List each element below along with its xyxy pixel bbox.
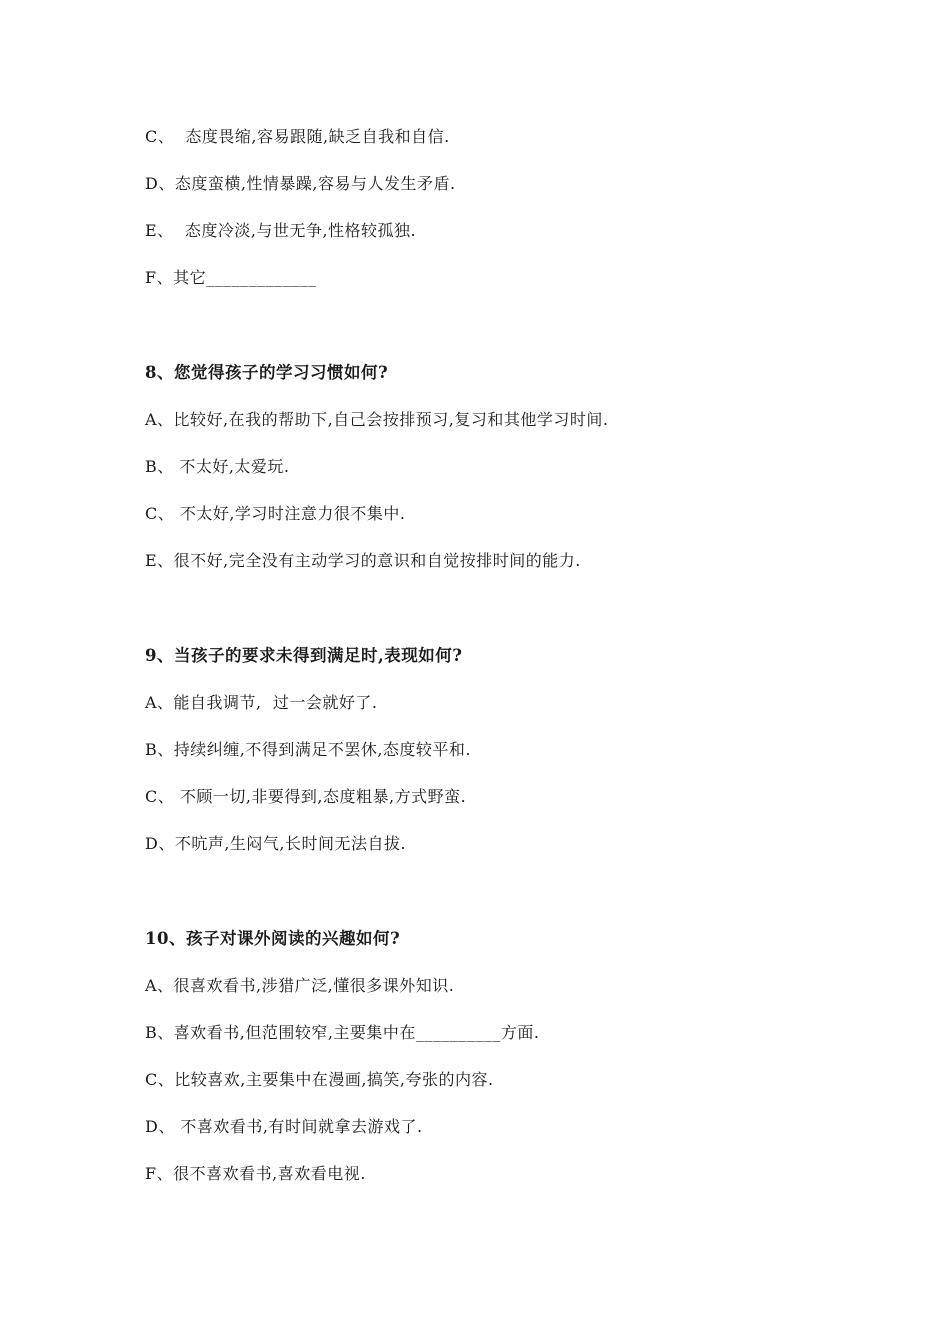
q10-question: 10、孩子对课外阅读的兴趣如何? [145, 929, 401, 948]
q10-option-b: B、喜欢看书,但范围较窄,主要集中在__________方面. [145, 1023, 540, 1042]
q8-question: 8、您觉得孩子的学习习惯如何? [145, 363, 389, 382]
q10-option-d: D、 不喜欢看书,有时间就拿去游戏了. [145, 1117, 423, 1136]
q7-option-e: E、 态度冷淡,与世无争,性格较孤独. [145, 221, 417, 240]
q7-option-d: D、态度蛮横,性情暴躁,容易与人发生矛盾. [145, 174, 456, 193]
q9-option-a: A、能自我调节, 过一会就好了. [145, 693, 378, 712]
q9-option-d: D、不吭声,生闷气,长时间无法自拔. [145, 834, 407, 853]
q7-option-c: C、 态度畏缩,容易跟随,缺乏自我和自信. [145, 127, 450, 146]
q7-option-f: F、其它_____________ [145, 268, 317, 287]
q9-option-c: C、 不顾一切,非要得到,态度粗暴,方式野蛮. [145, 787, 467, 806]
q10-option-c: C、比较喜欢,主要集中在漫画,搞笑,夸张的内容. [145, 1070, 494, 1089]
q10-option-a: A、很喜欢看书,涉猎广泛,懂很多课外知识. [145, 976, 455, 995]
q8-option-e: E、很不好,完全没有主动学习的意识和自觉按排时间的能力. [145, 551, 581, 570]
q9-option-b: B、持续纠缠,不得到满足不罢休,态度较平和. [145, 740, 472, 759]
q8-option-c: C、 不太好,学习时注意力很不集中. [145, 504, 406, 523]
q8-option-b: B、 不太好,太爱玩. [145, 457, 290, 476]
q8-option-a: A、比较好,在我的帮助下,自己会按排预习,复习和其他学习时间. [145, 410, 609, 429]
q9-question: 9、当孩子的要求未得到满足时,表现如何? [145, 646, 463, 665]
q10-option-f: F、很不喜欢看书,喜欢看电视. [145, 1164, 366, 1183]
